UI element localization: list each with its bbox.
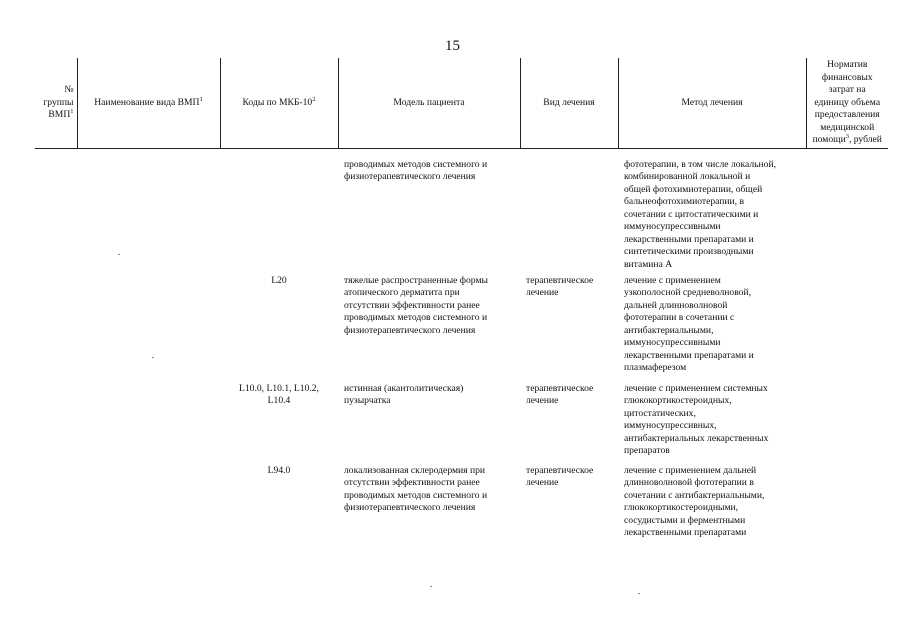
cell-icd-code — [220, 149, 338, 276]
cell-treatment-method — [618, 465, 806, 545]
table-body — [35, 149, 888, 546]
header-financial-norm-line: медицинской — [820, 121, 875, 133]
cell-treatment-method-line: узкополосной средневолновой, — [624, 287, 752, 299]
cell-treatment-method-line: антибактериальных лекарственных — [624, 432, 769, 444]
cell-group-number — [35, 149, 77, 276]
scan-speck — [118, 254, 120, 255]
cell-treatment-method-line: глюкокортикостероидными, — [624, 502, 739, 514]
header-group-number-line: ВМП — [48, 109, 71, 121]
cell-patient-model — [338, 149, 520, 276]
cell-treatment-method-line: фототерапии в сочетании с — [624, 312, 735, 324]
cell-treatment-method-line: иммуносупрессивных, — [624, 420, 717, 432]
header-financial-norm-line: затрат на — [828, 84, 866, 96]
header-group-number — [35, 58, 77, 149]
scan-speck — [152, 357, 154, 358]
cell-patient-model-line: пузырчатка — [344, 395, 391, 407]
cell-treatment-method-line: сосудистыми и ферментными — [624, 514, 746, 526]
cell-treatment-method-line: витамина А — [624, 258, 673, 270]
cell-financial-norm — [806, 275, 888, 383]
cell-treatment-method-line: лечение с применением дальней — [624, 465, 757, 476]
header-icd-codes-label: Коды по МКБ-10 — [242, 96, 313, 108]
cell-treatment-method-line: синтетическими производными — [624, 246, 754, 258]
cell-vmp-name — [77, 383, 220, 465]
cell-patient-model-line: локализованная склеродермия при — [344, 465, 486, 476]
cell-patient-model-line: физиотерапевтического лечения — [344, 324, 476, 336]
header-treatment-method: Метод лечения — [618, 58, 806, 149]
cell-patient-model-line: тяжелые распространенные формы — [344, 275, 488, 286]
page-number: 15 — [445, 38, 460, 54]
cell-patient-model — [338, 383, 520, 465]
cell-icd-code-line: L94.0 — [267, 465, 291, 476]
cell-patient-model-line: физиотерапевтического лечения — [344, 502, 476, 514]
cell-treatment-type-line: терапевтическое — [526, 383, 594, 394]
cell-treatment-method-line: лечение с применением системных — [624, 383, 768, 394]
cell-treatment-type-line: терапевтическое — [526, 275, 594, 286]
cell-group-number — [35, 465, 77, 545]
cell-financial-norm — [806, 383, 888, 465]
cell-treatment-method-line: иммуносупрессивными — [624, 221, 721, 233]
cell-treatment-method-line: препаратов — [624, 445, 670, 457]
cell-treatment-method-line: цитостатических, — [624, 407, 696, 419]
cell-treatment-method-line: фототерапии, в том числе локальной, — [624, 159, 777, 170]
header-financial-norm-line: предоставления — [814, 109, 880, 121]
cell-treatment-method-line: лекарственными препаратами и — [624, 233, 754, 245]
cell-icd-code — [220, 465, 338, 545]
footnote-marker: 1 — [70, 108, 74, 116]
cell-icd-code-line: L10.4 — [267, 395, 291, 407]
cell-patient-model-line: проводимых методов системного и — [344, 159, 488, 170]
cell-treatment-type-line: лечение — [526, 395, 559, 407]
cell-vmp-name — [77, 465, 220, 545]
cell-treatment-method-line: лечение с применением — [624, 275, 721, 286]
cell-treatment-type-line: терапевтическое — [526, 465, 594, 476]
cell-icd-code-line: L10.0, L10.1, L10.2, — [239, 383, 319, 394]
cell-patient-model-line: истинная (акантолитическая) — [344, 383, 464, 394]
cell-treatment-method-line: длинноволновой фототерапии в — [624, 477, 754, 489]
services-table — [35, 58, 888, 545]
footnote-marker: 1 — [199, 95, 203, 103]
cell-treatment-method-line: глюкокортикостероидных, — [624, 395, 732, 407]
cell-patient-model — [338, 275, 520, 383]
header-treatment-type: Вид лечения — [520, 58, 618, 149]
cell-patient-model — [338, 465, 520, 545]
scan-speck — [430, 586, 432, 587]
header-financial-norm-line: единицу объема — [814, 96, 881, 108]
cell-treatment-method-line: лекарственными препаратами — [624, 527, 747, 539]
cell-treatment-method-line: дальней длинноволновой — [624, 299, 728, 311]
header-vmp-name — [77, 58, 220, 149]
cell-vmp-name — [77, 275, 220, 383]
cell-treatment-method — [618, 149, 806, 276]
cell-treatment-method-line: бальнеофотохимиотерапии, в — [624, 196, 745, 208]
services-table-container — [35, 58, 888, 545]
cell-treatment-method-line: сочетании с цитостатическими и — [624, 208, 759, 220]
scan-speck — [638, 593, 640, 594]
cell-patient-model-line: проводимых методов системного и — [344, 312, 488, 324]
table-row — [35, 465, 888, 545]
cell-treatment-method-line: сочетании с антибактериальными, — [624, 489, 765, 501]
header-financial-norm-line: Норматив — [827, 59, 868, 71]
cell-treatment-type — [520, 465, 618, 545]
header-group-number-line: группы — [43, 96, 74, 108]
cell-patient-model-line: физиотерапевтического лечения — [344, 171, 476, 183]
cell-financial-norm — [806, 149, 888, 276]
cell-icd-code — [220, 275, 338, 383]
cell-vmp-name — [77, 149, 220, 276]
header-financial-norm — [806, 58, 888, 149]
header-icd-codes — [220, 58, 338, 149]
header-financial-norm-line: помощи — [812, 134, 846, 146]
header-group-number-line: № — [64, 84, 74, 96]
cell-treatment-type-line: лечение — [526, 287, 559, 299]
header-row — [35, 58, 888, 149]
table-row — [35, 275, 888, 383]
cell-treatment-method — [618, 383, 806, 465]
table-row — [35, 149, 888, 276]
header-financial-norm-line: , рублей — [848, 134, 882, 146]
cell-treatment-type — [520, 275, 618, 383]
cell-icd-code — [220, 383, 338, 465]
cell-financial-norm — [806, 465, 888, 545]
footnote-marker: 3 — [845, 132, 849, 140]
cell-patient-model-line: проводимых методов системного и — [344, 489, 488, 501]
header-financial-norm-line: финансовых — [821, 71, 873, 83]
cell-treatment-type — [520, 149, 618, 276]
cell-patient-model-line: атопического дерматита при — [344, 287, 460, 299]
header-vmp-name-label: Наименование вида ВМП — [94, 96, 200, 108]
cell-treatment-method-line: общей фотохимиотерапии, общей — [624, 183, 763, 195]
table-row — [35, 383, 888, 465]
cell-icd-code-line: L20 — [271, 275, 287, 286]
footnote-marker: 2 — [312, 95, 316, 103]
cell-treatment-type — [520, 383, 618, 465]
cell-treatment-method-line: комбинированной локальной и — [624, 171, 751, 183]
cell-treatment-type-line: лечение — [526, 477, 559, 489]
cell-treatment-method-line: плазмаферезом — [624, 362, 687, 374]
cell-treatment-method-line: антибактериальными, — [624, 324, 714, 336]
cell-group-number — [35, 275, 77, 383]
header-patient-model: Модель пациента — [338, 58, 520, 149]
cell-treatment-method-line: лекарственными препаратами и — [624, 349, 754, 361]
cell-group-number — [35, 383, 77, 465]
cell-patient-model-line: отсутствии эффективности ранее — [344, 477, 480, 489]
cell-treatment-method-line: иммуносупрессивными — [624, 337, 721, 349]
cell-patient-model-line: отсутствии эффективности ранее — [344, 299, 480, 311]
cell-treatment-method — [618, 275, 806, 383]
